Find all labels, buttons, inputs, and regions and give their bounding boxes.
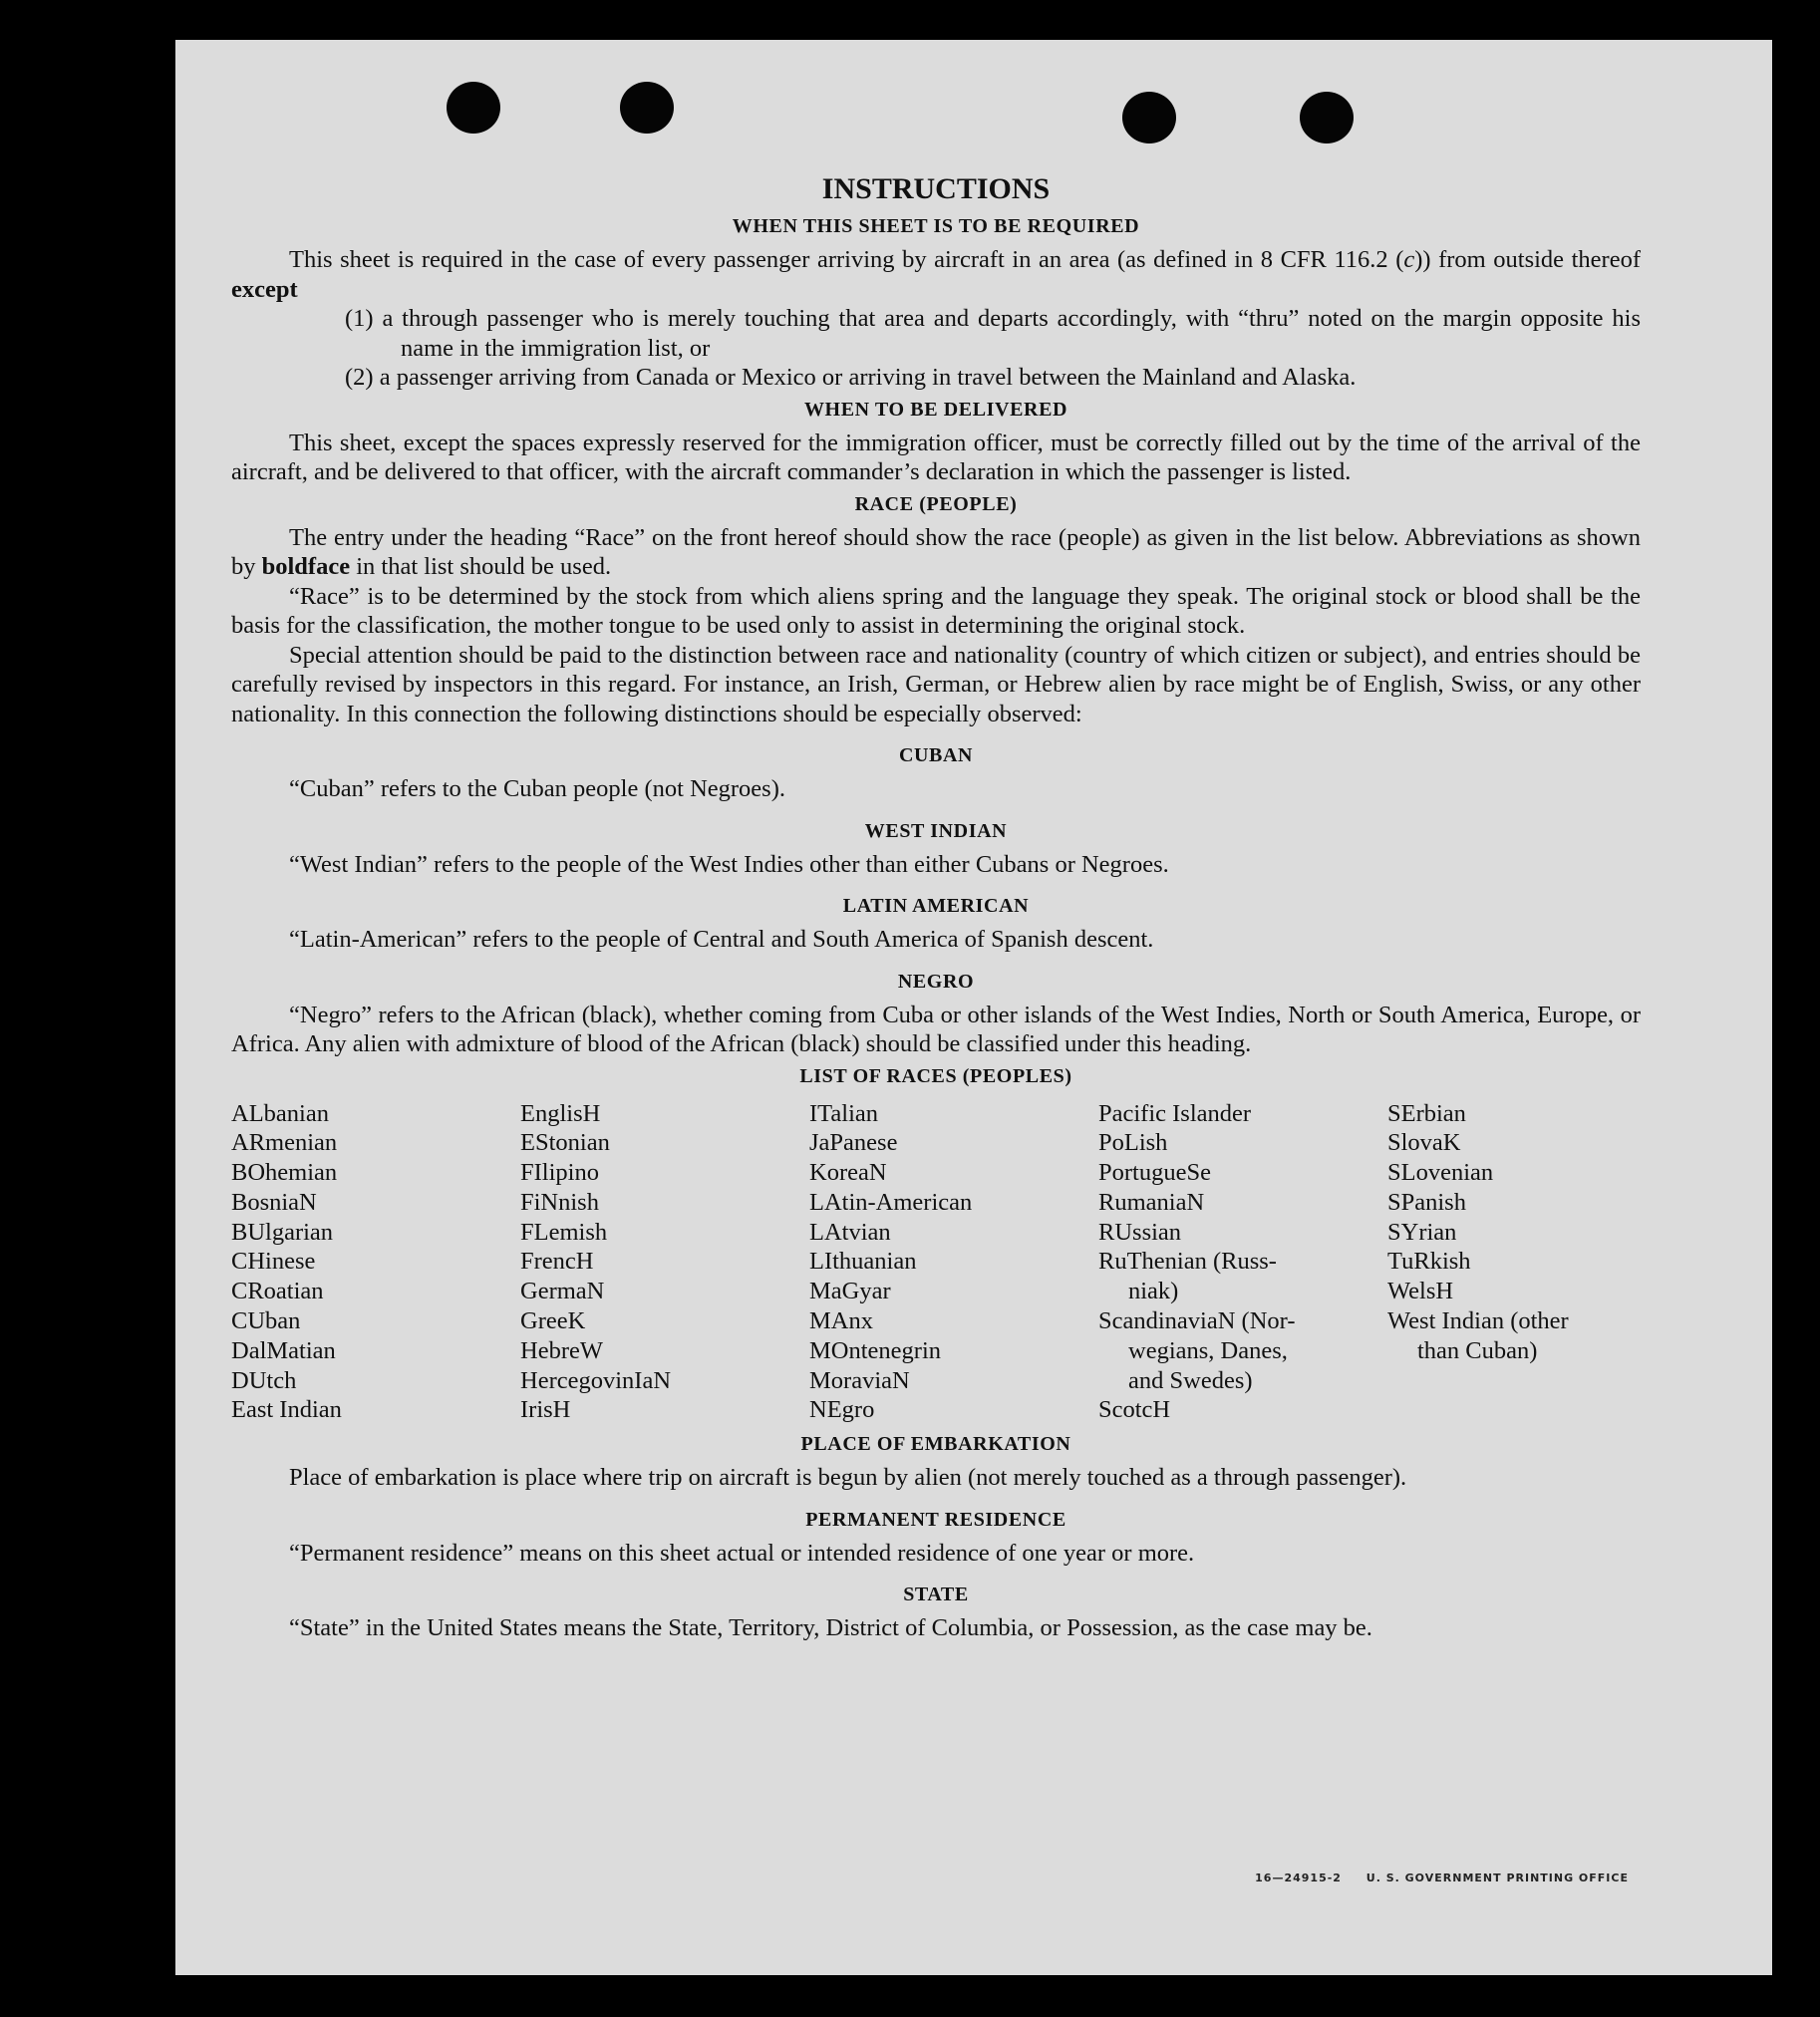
section-heading: PERMANENT RESIDENCE (805, 1508, 1066, 1531)
race-item: East Indian (231, 1396, 342, 1424)
paragraph: “Negro” refers to the African (black), whether coming from Cuba or other islands of the West Indies, North or South America, Europe, or Africa. Any alien with admixture of blood of the African (black) should be classified under this heading. (231, 1001, 1641, 1057)
paragraph: “West Indian” refers to the people of the West Indies other than either Cubans or Negroes. (289, 850, 1169, 878)
punch-hole (1300, 92, 1354, 144)
race-item: BOhemian (231, 1159, 338, 1187)
punch-hole (620, 82, 674, 134)
race-item: SYrian (1387, 1218, 1457, 1246)
race-item: NEgro (809, 1396, 875, 1424)
paragraph: This sheet is required in the case of every passenger arriving by aircraft in an area (as defined in 8 CFR 116.2 (c)) from outside thereof except (231, 246, 1641, 303)
race-item: LAtin-American (809, 1188, 973, 1216)
race-item: JaPanese (809, 1129, 898, 1157)
race-item: ITalian (809, 1099, 879, 1127)
race-item: WelsH (1387, 1278, 1454, 1305)
race-item: EStonian (520, 1129, 610, 1157)
race-item: niak) (1128, 1278, 1179, 1305)
race-item: GreeK (520, 1307, 586, 1335)
race-item: CHinese (231, 1248, 316, 1276)
race-item: wegians, Danes, (1128, 1336, 1288, 1364)
race-item: West Indian (other (1387, 1307, 1569, 1335)
section-heading: NEGRO (897, 970, 975, 993)
punch-hole (447, 82, 500, 134)
race-item: RUssian (1098, 1218, 1182, 1246)
race-item: MaGyar (809, 1278, 891, 1305)
race-item: SErbian (1387, 1099, 1466, 1127)
page-title: INSTRUCTIONS (821, 172, 1051, 205)
paragraph: Place of embarkation is place where trip on aircraft is begun by alien (not merely touched as a through passenger). (289, 1464, 1407, 1492)
race-item: DalMatian (231, 1336, 336, 1364)
document-content (231, 169, 1641, 1643)
form-code: 16—24915-2 (1255, 1872, 1342, 1884)
section-heading: WEST INDIAN (864, 819, 1008, 842)
race-column (1098, 1099, 1387, 1426)
race-item: DUtch (231, 1366, 297, 1394)
race-item: ARmenian (231, 1129, 338, 1157)
race-item: CUban (231, 1307, 301, 1335)
section-heading: LIST OF RACES (PEOPLES) (799, 1064, 1072, 1087)
race-item: ScotcH (1098, 1396, 1171, 1424)
race-item: HercegovinIaN (520, 1366, 672, 1394)
race-column (231, 1099, 520, 1426)
race-item: CRoatian (231, 1278, 324, 1305)
race-item: EnglisH (520, 1099, 601, 1127)
race-column (520, 1099, 809, 1426)
race-item: BosniaN (231, 1188, 317, 1216)
race-item: ScandinaviaN (Nor- (1098, 1307, 1296, 1335)
race-item: than Cuban) (1417, 1336, 1538, 1364)
race-item: Pacific Islander (1098, 1099, 1252, 1127)
section-heading: RACE (PEOPLE) (854, 492, 1018, 515)
paragraph: Special attention should be paid to the distinction between race and nationality (country of which citizen or subject), and entries should be carefully revised by inspectors in this regard. For instance, an Irish, German, or Hebrew alien by race might be of English, Swiss, or any other nationality. In this connection the following distinctions should be especially observed: (231, 641, 1641, 727)
race-item: RuThenian (Russ- (1098, 1248, 1277, 1276)
section-heading: PLACE OF EMBARKATION (800, 1433, 1071, 1456)
race-column (809, 1099, 1098, 1426)
race-item: IrisH (520, 1396, 571, 1424)
paragraph: “State” in the United States means the State, Territory, District of Columbia, or Possession, as the case may be. (289, 1614, 1372, 1642)
paragraph: The entry under the heading “Race” on the front hereof should show the race (people) as given in the list below. Abbreviations as shown by boldface in that list should be used. (231, 523, 1641, 580)
race-item: RumaniaN (1098, 1188, 1205, 1216)
race-item: MOntenegrin (809, 1336, 941, 1364)
race-item: FrencH (520, 1248, 594, 1276)
race-item: LAtvian (809, 1218, 891, 1246)
punch-hole (1122, 92, 1176, 144)
race-list (231, 1099, 1641, 1426)
race-item: FIlipino (520, 1159, 599, 1187)
paragraph: “Latin-American” refers to the people of Central and South America of Spanish descent. (289, 926, 1154, 953)
race-item: FLemish (520, 1218, 608, 1246)
section-heading: CUBAN (898, 744, 974, 766)
race-item: ALbanian (231, 1099, 329, 1127)
section-heading: WHEN TO BE DELIVERED (803, 398, 1068, 421)
race-column (1387, 1099, 1641, 1426)
race-item: MoraviaN (809, 1366, 910, 1394)
section-heading: STATE (903, 1584, 969, 1606)
race-item: GermaN (520, 1278, 605, 1305)
printer-name: U. S. GOVERNMENT PRINTING OFFICE (1365, 1872, 1629, 1884)
paragraph: “Race” is to be determined by the stock from which aliens spring and the language they speak. The original stock or blood shall be the basis for the classification, the mother tongue to be used only to assist in determining the original stock. (231, 582, 1641, 639)
list-item: (1) a through passenger who is merely touching that area and departs accordingly, with “thru” noted on the margin opposite his name in the immigration list, or (345, 305, 1641, 362)
paragraph: This sheet, except the spaces expressly reserved for the immigration officer, must be correctly filled out by the time of the arrival of the aircraft, and be delivered to that officer, with the aircraft commander’s declaration in which the passenger is listed. (231, 429, 1641, 485)
race-item: BUlgarian (231, 1218, 334, 1246)
paragraph: “Permanent residence” means on this sheet actual or intended residence of one year or more. (289, 1539, 1195, 1567)
race-item: MAnx (809, 1307, 873, 1335)
race-item: and Swedes) (1128, 1366, 1253, 1394)
race-item: TuRkish (1387, 1248, 1471, 1276)
list-item: (2) a passenger arriving from Canada or Mexico or arriving in travel between the Mainland and Alaska. (345, 364, 1357, 391)
section-heading: LATIN AMERICAN (842, 895, 1030, 917)
race-item: KoreaN (809, 1159, 887, 1187)
race-item: FiNnish (520, 1188, 599, 1216)
race-item: PoLish (1098, 1129, 1168, 1157)
section-heading: WHEN THIS SHEET IS TO BE REQUIRED (732, 215, 1140, 237)
race-item: PortugueSe (1098, 1159, 1211, 1187)
paragraph: “Cuban” refers to the Cuban people (not Negroes). (289, 775, 785, 802)
race-item: LIthuanian (809, 1248, 917, 1276)
race-item: HebreW (520, 1336, 603, 1364)
printer-imprint (1235, 1872, 1629, 1884)
race-item: SPanish (1387, 1188, 1466, 1216)
race-item: SlovaK (1387, 1129, 1461, 1157)
race-item: SLovenian (1387, 1159, 1494, 1187)
